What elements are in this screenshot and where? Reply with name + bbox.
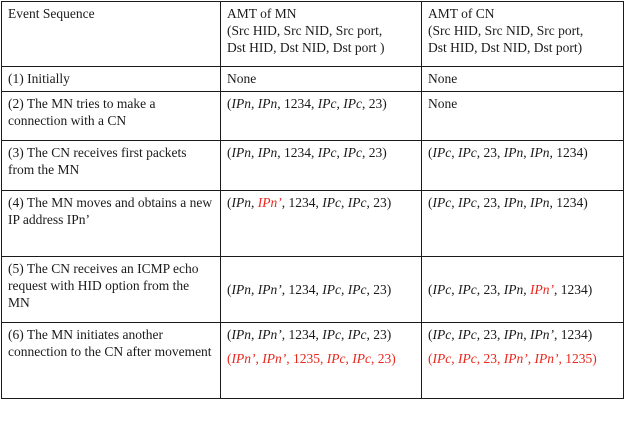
- table-row: [2, 141, 624, 191]
- table-row: [2, 191, 624, 257]
- amt-mn-text: None: [227, 71, 257, 86]
- amt-mn-tuple: (IPn, IPn, 1234, IPc, IPc, 23): [227, 96, 387, 111]
- event-cell: [2, 67, 221, 92]
- amt-mn-cell: [221, 257, 422, 323]
- event-text: (6) The MN initiates another connection to the CN after movement: [8, 327, 212, 359]
- event-cell: [2, 323, 221, 399]
- amt-cn-tuple: (IPc, IPc, 23, IPn, IPn’, 1234): [428, 281, 593, 297]
- header-amt-mn-fields-2: Dst HID, Dst NID, Dst port ): [227, 40, 385, 55]
- header-amt-cn-fields-1: (Src HID, Src NID, Src port,: [428, 23, 584, 38]
- header-amt-mn-fields-1: (Src HID, Src NID, Src port,: [227, 23, 383, 38]
- event-text: (2) The MN tries to make a connection with a CN: [8, 96, 156, 128]
- amt-cn-text: None: [428, 96, 458, 111]
- header-amt-cn-title: AMT of CN: [428, 6, 495, 21]
- header-row: [2, 2, 624, 67]
- amt-mn-tuple: (IPn, IPn’, 1234, IPc, IPc, 23): [227, 195, 392, 210]
- header-event-sequence-text: Event Sequence: [8, 6, 95, 21]
- amt-cn-tuple: (IPc, IPc, 23, IPn, IPn, 1234): [428, 145, 588, 160]
- amt-mn-cell: [221, 191, 422, 257]
- event-text: (1) Initially: [8, 71, 70, 86]
- amt-mn-cell: [221, 67, 422, 92]
- amt-cn-cell: [422, 67, 624, 92]
- event-cell: [2, 257, 221, 323]
- event-cell: [2, 92, 221, 141]
- amt-mn-cell: [221, 92, 422, 141]
- amt-cn-text: None: [428, 71, 458, 86]
- header-amt-cn: [422, 2, 624, 67]
- event-cell: [2, 141, 221, 191]
- table-row: [2, 323, 624, 399]
- amt-cn-tuple: (IPc, IPc, 23, IPn, IPn, 1234): [428, 195, 588, 210]
- event-text: (3) The CN receives first packets from the MN: [8, 145, 187, 177]
- event-cell: [2, 191, 221, 257]
- amt-cn-tuple-new: (IPc, IPc, 23, IPn’, IPn’, 1235): [428, 351, 597, 366]
- header-amt-cn-fields-2: Dst HID, Dst NID, Dst port): [428, 40, 583, 55]
- header-amt-mn-title: AMT of MN: [227, 6, 297, 21]
- table-row: [2, 92, 624, 141]
- amt-cn-cell: [422, 92, 624, 141]
- header-amt-mn: [221, 2, 422, 67]
- event-text: (5) The CN receives an ICMP echo request with HID option from the MN: [8, 261, 199, 310]
- table-row: [2, 67, 624, 92]
- amt-mn-tuple-new: (IPn’, IPn’, 1235, IPc, IPc, 23): [227, 351, 396, 366]
- table-row: [2, 257, 624, 323]
- amt-cn-cell: [422, 257, 624, 323]
- amt-mn-tuple: (IPn, IPn’, 1234, IPc, IPc, 23): [227, 327, 392, 342]
- header-event-sequence: [2, 2, 221, 67]
- amt-mn-cell: [221, 141, 422, 191]
- amt-cn-tuple: (IPc, IPc, 23, IPn, IPn’, 1234): [428, 327, 593, 342]
- amt-mn-cell: [221, 323, 422, 399]
- event-text: (4) The MN moves and obtains a new IP address IPn’: [8, 195, 213, 227]
- amt-table: [1, 1, 624, 399]
- amt-mn-tuple: (IPn, IPn’, 1234, IPc, IPc, 23): [227, 281, 392, 297]
- amt-cn-cell: [422, 323, 624, 399]
- amt-cn-cell: [422, 141, 624, 191]
- amt-mn-tuple: (IPn, IPn, 1234, IPc, IPc, 23): [227, 145, 387, 160]
- amt-cn-cell: [422, 191, 624, 257]
